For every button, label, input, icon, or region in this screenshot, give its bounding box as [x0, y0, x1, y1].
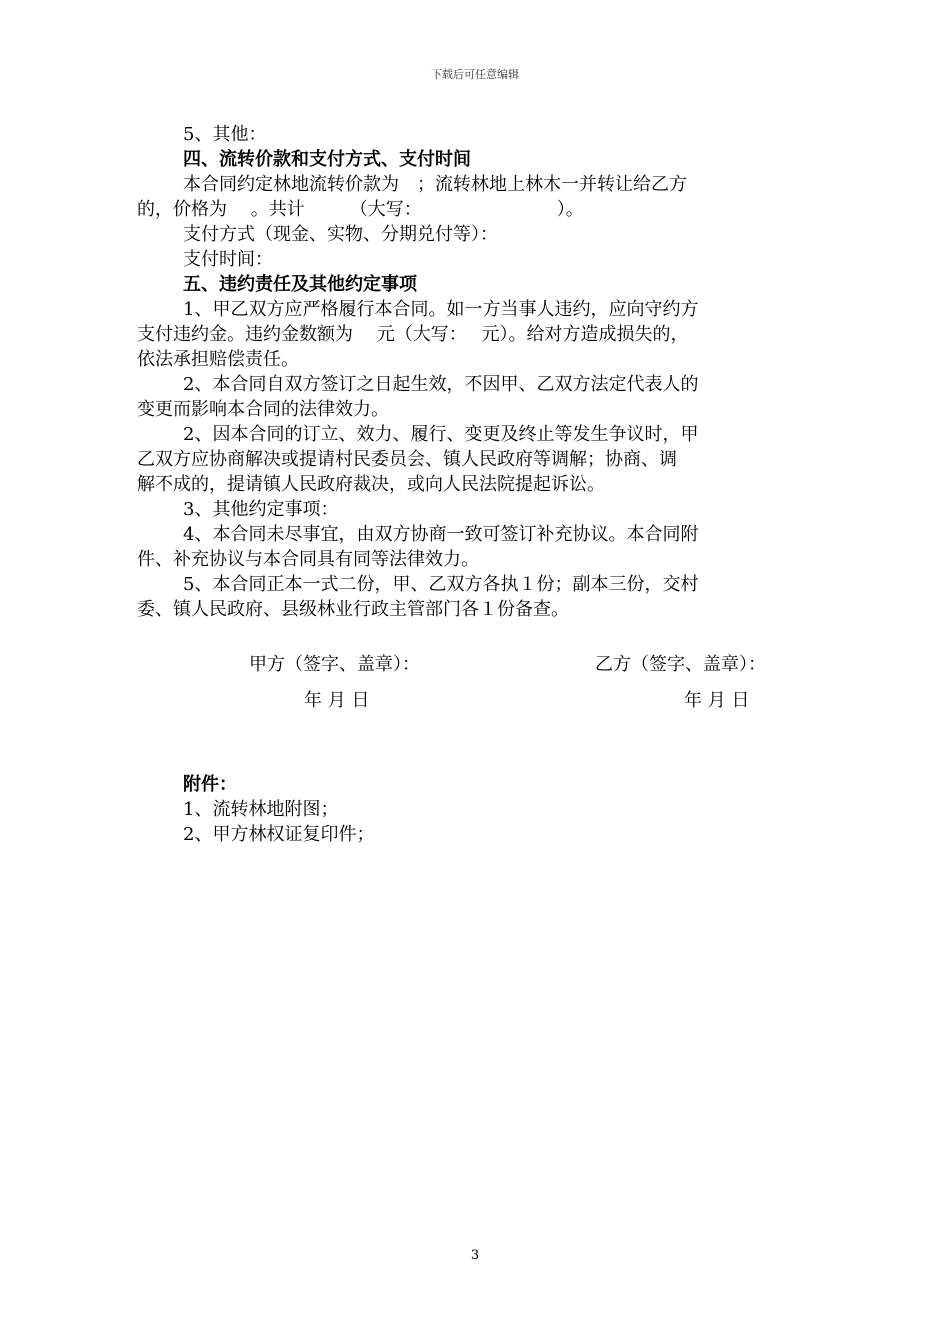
- payment-method: 支付方式（现金、实物、分期兑付等）：: [183, 224, 498, 245]
- clause-2a-line-2: 变更而影响本合同的法律效力。: [137, 399, 389, 420]
- attachment-item: 2、甲方林权证复印件；: [183, 824, 375, 845]
- clause-2b-line-2: 乙双方应协商解决或提请村民委员会、镇人民政府等调解；协商、调: [137, 449, 677, 470]
- attachment-item: 1、流转林地附图；: [183, 799, 339, 820]
- clause-4-line-2: 件、补充协议与本合同具有同等法律效力。: [137, 549, 479, 570]
- party-b-signature-label: 乙方（签字、盖章）：: [595, 654, 766, 675]
- clause-3: 3、其他约定事项：: [183, 499, 339, 520]
- clause-1-line-2: 支付违约金。违约金数额为 元（大写： 元）。给对方造成损失的，: [137, 324, 689, 345]
- spacer: [137, 622, 827, 652]
- clause-2b-line-3: 解不成的，提请镇人民政府裁决，或向人民法院提起诉讼。: [137, 474, 605, 495]
- clause-4-line-1: 4、本合同未尽事宜，由双方协商一致可签订补充协议。本合同附: [183, 524, 699, 545]
- party-a-signature-label: 甲方（签字、盖章）：: [249, 654, 420, 675]
- page-header: 下载后可任意编辑: [431, 68, 519, 81]
- price-line-1: 本合同约定林地流转价款为 ；流转林地上林木一并转让给乙方: [183, 174, 687, 195]
- clause-2b-line-1: 2、因本合同的订立、效力、履行、变更及终止等发生争议时，甲: [183, 424, 699, 445]
- clause-2a-line-1: 2、本合同自双方签订之日起生效，不因甲、乙双方法定代表人的: [183, 374, 699, 395]
- clause-1-line-3: 依法承担赔偿责任。: [137, 349, 299, 370]
- payment-time: 支付时间：: [183, 249, 273, 270]
- clause-1-line-1: 1、甲乙双方应严格履行本合同。如一方当事人违约，应向守约方: [183, 299, 699, 320]
- party-a-date: 年 月 日: [304, 690, 370, 711]
- page-number: 3: [470, 1248, 480, 1263]
- spacer: [137, 718, 827, 772]
- clause-other-5: 5、其他：: [183, 124, 267, 145]
- document-body: [137, 122, 827, 847]
- section-heading-5: 五、违约责任及其他约定事项: [183, 274, 417, 295]
- clause-5-line-2: 委、镇人民政府、县级林业行政主管部门各１份备查。: [137, 599, 569, 620]
- date-row: [137, 688, 827, 718]
- party-b-date: 年 月 日: [684, 690, 750, 711]
- clause-5-line-1: 5、本合同正本一式二份，甲、乙双方各执１份；副本三份，交村: [183, 574, 699, 595]
- section-heading-4: 四、流转价款和支付方式、支付时间: [183, 149, 471, 170]
- attachments-title: 附件：: [183, 774, 237, 795]
- signature-row: [137, 652, 827, 682]
- price-line-2: 的，价格为 。共计 （大写： ）。: [137, 199, 584, 220]
